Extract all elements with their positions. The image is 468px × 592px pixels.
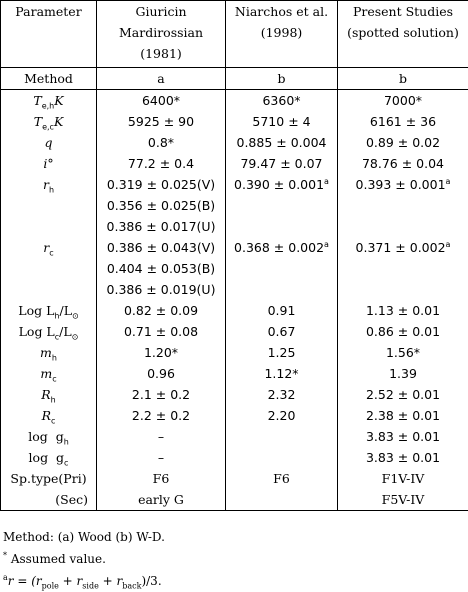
row-label (1, 258, 97, 279)
cell-niarchos (226, 426, 338, 447)
cell-giuricin: 77.2 ± 0.4 (97, 153, 226, 174)
table-row (1, 111, 468, 132)
table-row (1, 90, 468, 112)
row-label: $\log g_c$ (1, 447, 97, 468)
row-label (1, 216, 97, 237)
row-label: Log $L_h/L_⊙$ (1, 300, 97, 321)
cell-giuricin: 0.96 (97, 363, 226, 384)
cell-giuricin: 0.319 ± 0.025(V) (97, 174, 226, 195)
note-assumed: * Assumed value. (3, 551, 106, 566)
row-label: $m_h$ (1, 342, 97, 363)
cell-present: 0.86 ± 0.01 (338, 321, 468, 342)
table-row (1, 405, 468, 426)
table-row (1, 489, 468, 511)
cell-giuricin: 5925 ± 90 (97, 111, 226, 132)
cell-present (338, 216, 468, 237)
cell-niarchos: 0.885 ± 0.004 (226, 132, 338, 153)
cell-giuricin: early G (97, 489, 226, 511)
cell-present (338, 258, 468, 279)
header-parameter: Parameter (1, 1, 97, 68)
row-label: q (1, 132, 97, 153)
table-row (1, 216, 468, 237)
row-label: $m_c$ (1, 363, 97, 384)
cell-giuricin: – (97, 447, 226, 468)
table-row (1, 195, 468, 216)
cell-giuricin: F6 (97, 468, 226, 489)
cell-present: 3.83 ± 0.01 (338, 447, 468, 468)
row-label: (Sec) (1, 489, 97, 511)
cell-giuricin: 0.82 ± 0.09 (97, 300, 226, 321)
cell-niarchos: 6360* (226, 90, 338, 112)
cell-giuricin: 0.356 ± 0.025(B) (97, 195, 226, 216)
cell-present: 78.76 ± 0.04 (338, 153, 468, 174)
table-row (1, 342, 468, 363)
table-row (1, 279, 468, 300)
table-row (1, 174, 468, 195)
cell-present (338, 279, 468, 300)
cell-present: b (338, 68, 468, 90)
row-label: Method (1, 68, 97, 90)
header-giuricin (97, 1, 226, 68)
cell-niarchos: 0.390 ± 0.001$^a$ (226, 174, 338, 195)
cell-niarchos: 0.368 ± 0.002$^a$ (226, 237, 338, 258)
cell-giuricin: a (97, 68, 226, 90)
cell-present: 0.371 ± 0.002$^a$ (338, 237, 468, 258)
cell-niarchos: b (226, 68, 338, 90)
cell-giuricin: 6400* (97, 90, 226, 112)
row-label: $r_c$ (1, 237, 97, 258)
cell-present: 7000* (338, 90, 468, 112)
note-r-formula: $^ar = (r_{pole} + r_{side} + r_{back})/3$. (3, 573, 162, 591)
header-present-line1: Present Studies (352, 4, 454, 19)
table-row (1, 153, 468, 174)
row-label: $R_h$ (1, 384, 97, 405)
table-row (1, 132, 468, 153)
row-label: $T_{e,c}K$ (1, 111, 97, 132)
row-label: $T_{e,h}K$ (1, 90, 97, 112)
cell-present: 3.83 ± 0.01 (338, 426, 468, 447)
cell-niarchos (226, 258, 338, 279)
cell-niarchos: 0.67 (226, 321, 338, 342)
table-row (1, 426, 468, 447)
cell-present: 1.56* (338, 342, 468, 363)
cell-niarchos: 2.20 (226, 405, 338, 426)
row-label (1, 195, 97, 216)
cell-niarchos: 1.12* (226, 363, 338, 384)
table-row (1, 321, 468, 342)
table-row (1, 363, 468, 384)
cell-giuricin: 0.71 ± 0.08 (97, 321, 226, 342)
cell-present: 0.89 ± 0.02 (338, 132, 468, 153)
header-giuricin-line3: (1981) (140, 46, 182, 61)
cell-present: 2.38 ± 0.01 (338, 405, 468, 426)
table-row (1, 237, 468, 258)
cell-present: 6161 ± 36 (338, 111, 468, 132)
note-method: Method: (a) Wood (b) W-D. (3, 530, 165, 544)
row-label: $r_h$ (1, 174, 97, 195)
header-niarchos-line2: (1998) (260, 25, 303, 40)
cell-present: 0.393 ± 0.001$^a$ (338, 174, 468, 195)
cell-giuricin: 0.386 ± 0.017(U) (97, 216, 226, 237)
cell-niarchos: 0.91 (226, 300, 338, 321)
cell-niarchos (226, 279, 338, 300)
cell-niarchos: 79.47 ± 0.07 (226, 153, 338, 174)
header-row (1, 1, 468, 68)
cell-giuricin: 2.1 ± 0.2 (97, 384, 226, 405)
header-niarchos-line1: Niarchos et al. (234, 4, 329, 19)
table-notes (3, 526, 165, 592)
header-giuricin-line2: Mardirossian (118, 25, 204, 40)
cell-niarchos (226, 447, 338, 468)
cell-niarchos (226, 489, 338, 511)
table-row (1, 68, 468, 90)
cell-present: 1.13 ± 0.01 (338, 300, 468, 321)
header-present-line2: (spotted solution) (347, 25, 459, 40)
header-niarchos (226, 1, 338, 68)
cell-giuricin: 0.8* (97, 132, 226, 153)
cell-present: 1.39 (338, 363, 468, 384)
row-label: i° (1, 153, 97, 174)
cell-niarchos: F6 (226, 468, 338, 489)
cell-giuricin: 0.386 ± 0.019(U) (97, 279, 226, 300)
cell-present (338, 195, 468, 216)
cell-niarchos (226, 195, 338, 216)
table-row (1, 300, 468, 321)
cell-present: F1V-IV (338, 468, 468, 489)
row-label: $R_c$ (1, 405, 97, 426)
cell-giuricin: 1.20* (97, 342, 226, 363)
header-present (338, 1, 468, 68)
table-row (1, 258, 468, 279)
row-label (1, 279, 97, 300)
row-label: Log $L_c/L_⊙$ (1, 321, 97, 342)
cell-present: F5V-IV (338, 489, 468, 511)
table-row (1, 447, 468, 468)
cell-giuricin: 0.404 ± 0.053(B) (97, 258, 226, 279)
row-label: Sp.type(Pri) (1, 468, 97, 489)
cell-niarchos: 2.32 (226, 384, 338, 405)
header-giuricin-line1: Giuricin (135, 4, 187, 19)
cell-present: 2.52 ± 0.01 (338, 384, 468, 405)
cell-giuricin: 0.386 ± 0.043(V) (97, 237, 226, 258)
cell-giuricin: 2.2 ± 0.2 (97, 405, 226, 426)
row-label: $\log g_h$ (1, 426, 97, 447)
cell-niarchos (226, 216, 338, 237)
table-row (1, 384, 468, 405)
cell-niarchos: 5710 ± 4 (226, 111, 338, 132)
table-row (1, 468, 468, 489)
cell-niarchos: 1.25 (226, 342, 338, 363)
cell-giuricin: – (97, 426, 226, 447)
